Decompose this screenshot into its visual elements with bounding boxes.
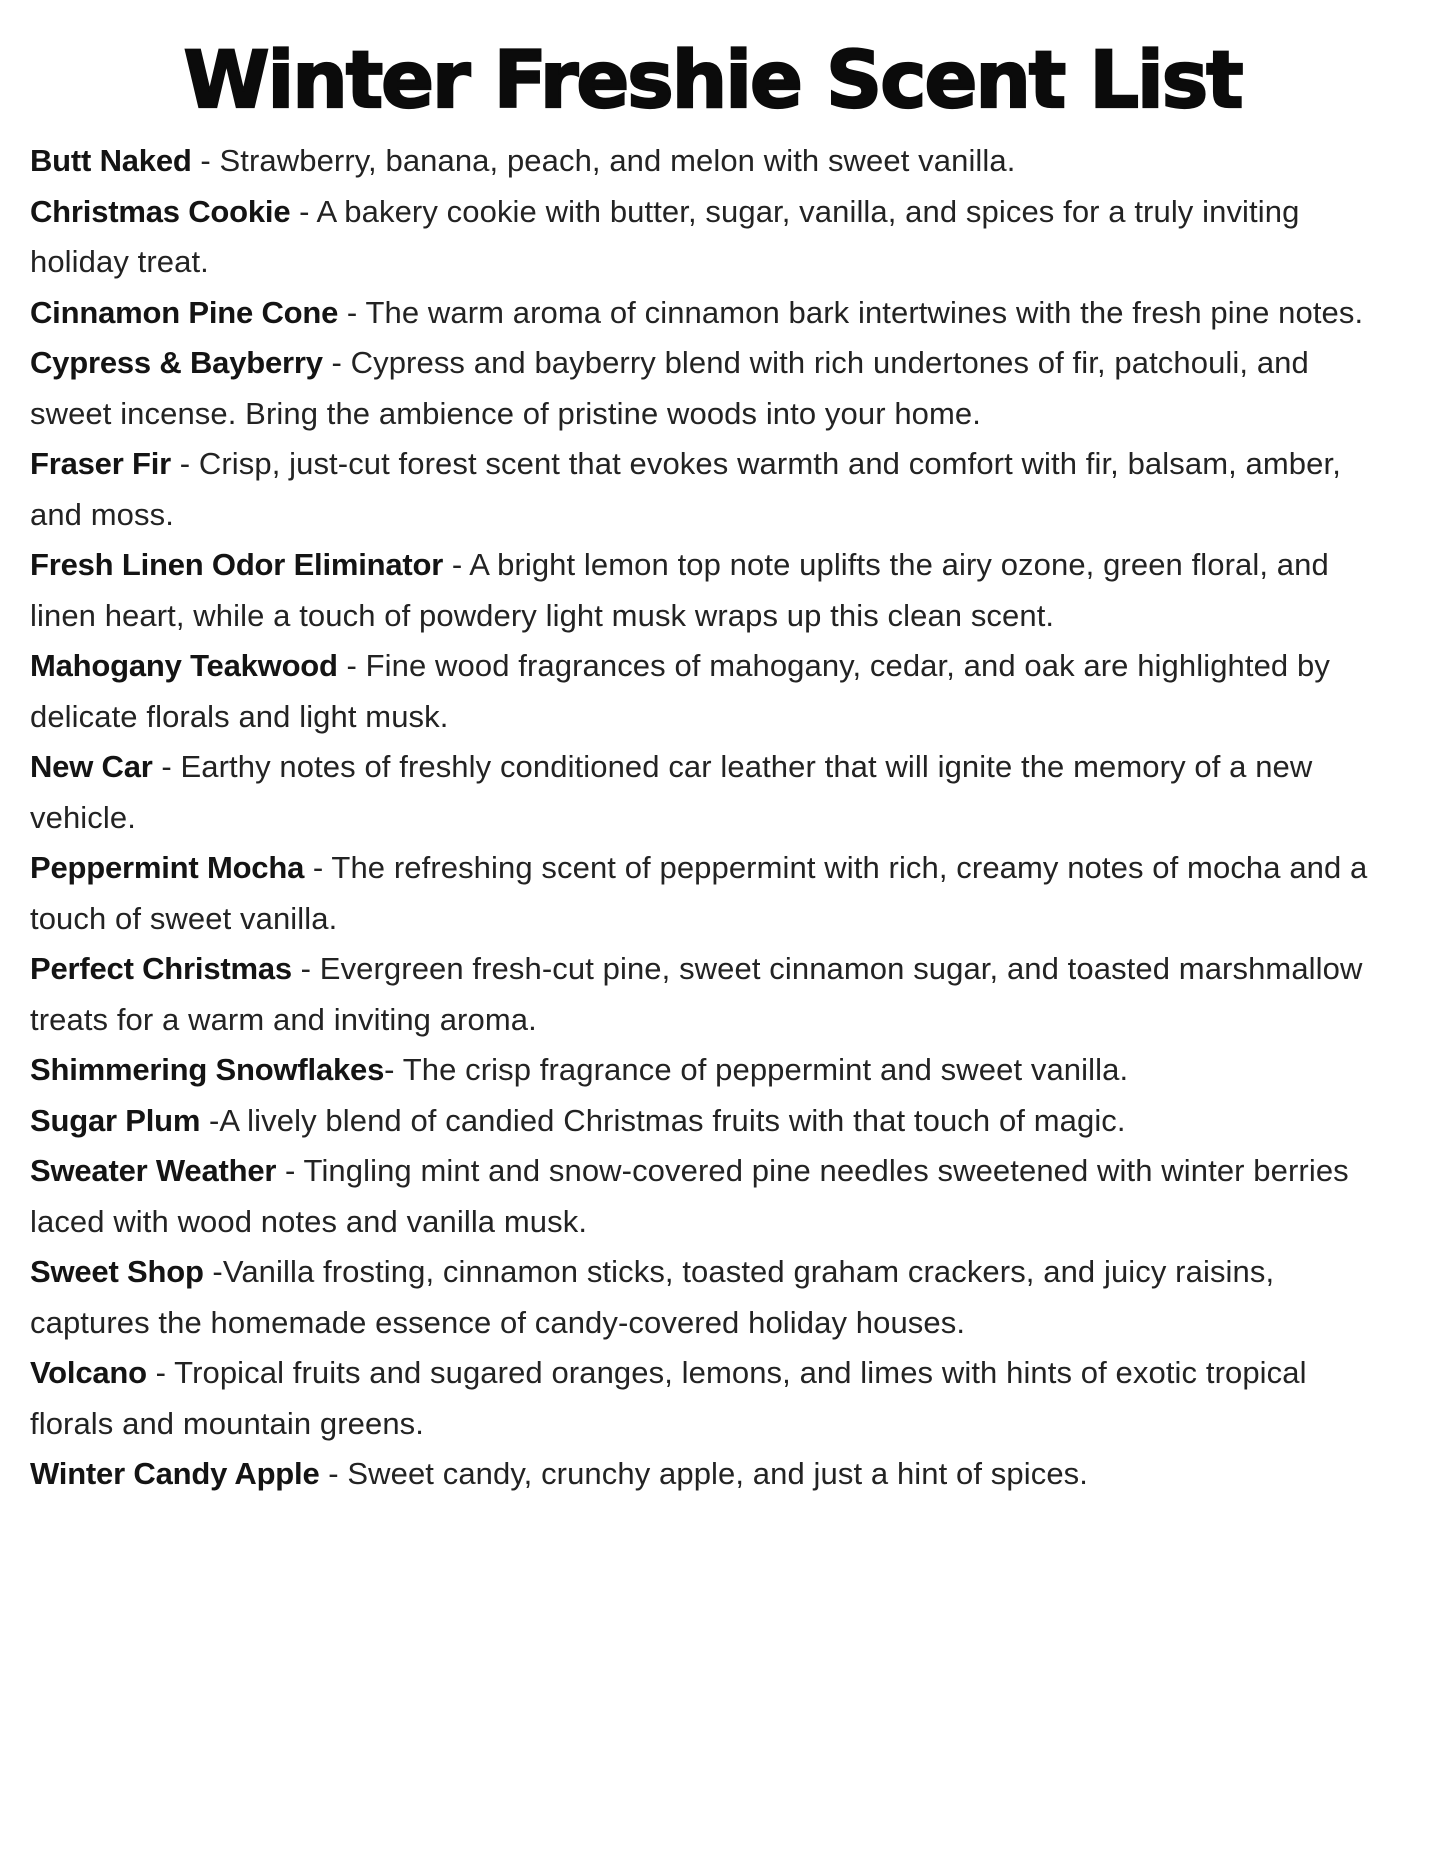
- page-title: Winter Freshie Scent List: [183, 36, 1242, 126]
- scent-name: Fraser Fir: [30, 446, 172, 481]
- scent-name: Cinnamon Pine Cone: [30, 294, 339, 330]
- scent-entry: [30, 338, 1395, 439]
- scent-description: - The refreshing scent of peppermint with rich, creamy notes of mocha and a touch of sweet vanilla.: [30, 850, 1368, 936]
- scent-name: Sweet Shop: [30, 1254, 204, 1289]
- scent-name: Cypress & Bayberry: [30, 345, 323, 380]
- scent-entry: [30, 1045, 1395, 1096]
- scent-entry: [30, 439, 1395, 540]
- scent-entry: [30, 1348, 1395, 1449]
- scent-name: Christmas Cookie: [30, 193, 291, 229]
- scent-entry: [30, 1146, 1395, 1247]
- scent-description: - Sweet candy, crunchy apple, and just a hint of spices.: [319, 1456, 1088, 1491]
- scent-name: Mahogany Teakwood: [30, 648, 338, 683]
- scent-name: Perfect Christmas: [30, 951, 292, 986]
- scent-description: - A bright lemon top note uplifts the airy ozone, green floral, and linen heart, while a touch of powdery light musk wraps up this clean scent.: [30, 547, 1329, 633]
- scent-entry: [30, 1096, 1395, 1147]
- scent-entry: [30, 742, 1395, 843]
- scent-name: Peppermint Mocha: [30, 850, 305, 885]
- scent-description: - Earthy notes of freshly conditioned car leather that will ignite the memory of a new vehicle.: [30, 749, 1313, 835]
- scent-description: - Evergreen fresh-cut pine, sweet cinnamon sugar, and toasted marshmallow treats for a warm and inviting aroma.: [30, 951, 1363, 1037]
- scent-name: Fresh Linen Odor Eliminator: [30, 547, 444, 582]
- scent-entry: [30, 843, 1395, 944]
- scent-name: New Car: [30, 749, 153, 784]
- scent-entry: [30, 1449, 1395, 1500]
- scent-entry: [30, 944, 1395, 1045]
- scent-description: - The crisp fragrance of peppermint and sweet vanilla.: [384, 1052, 1129, 1087]
- scent-description: -Vanilla frosting, cinnamon sticks, toasted graham crackers, and juicy raisins, captures the homemade essence of candy-covered holiday houses.: [30, 1254, 1275, 1340]
- scent-name: Butt Naked: [30, 143, 192, 178]
- scent-description: - Crisp, just-cut forest scent that evokes warmth and comfort with fir, balsam, amber, and moss.: [30, 446, 1341, 532]
- scent-description: - A bakery cookie with butter, sugar, vanilla, and spices for a truly inviting holiday treat.: [30, 193, 1300, 279]
- scent-description: - The warm aroma of cinnamon bark intertwines with the fresh pine notes.: [338, 294, 1364, 330]
- scent-entry: [30, 136, 1395, 187]
- scent-entry: [30, 641, 1395, 742]
- scent-description: - Cypress and bayberry blend with rich undertones of fir, patchouli, and sweet incense. Bring the ambience of pristine woods into your home.: [30, 345, 1309, 431]
- scent-name: Sugar Plum: [30, 1102, 201, 1138]
- scent-list: [30, 136, 1395, 1500]
- scent-entry: [30, 540, 1395, 641]
- scent-description: - Tingling mint and snow-covered pine needles sweetened with winter berries laced with wood notes and vanilla musk.: [30, 1153, 1349, 1239]
- scent-name: Winter Candy Apple: [30, 1456, 320, 1491]
- scent-description: - Tropical fruits and sugared oranges, lemons, and limes with hints of exotic tropical florals and mountain greens.: [30, 1355, 1307, 1441]
- scent-entry: [30, 187, 1395, 288]
- scent-name: Sweater Weather: [30, 1153, 277, 1188]
- scent-description: -A lively blend of candied Christmas fruits with that touch of magic.: [200, 1102, 1126, 1138]
- scent-description: - Fine wood fragrances of mahogany, cedar, and oak are highlighted by delicate florals and light musk.: [30, 648, 1330, 734]
- scent-entry: [30, 288, 1395, 339]
- scent-description: - Strawberry, banana, peach, and melon with sweet vanilla.: [191, 143, 1016, 178]
- scent-entry: [30, 1247, 1395, 1348]
- scent-name: Volcano: [30, 1355, 147, 1390]
- scent-name: Shimmering Snowflakes: [30, 1052, 385, 1087]
